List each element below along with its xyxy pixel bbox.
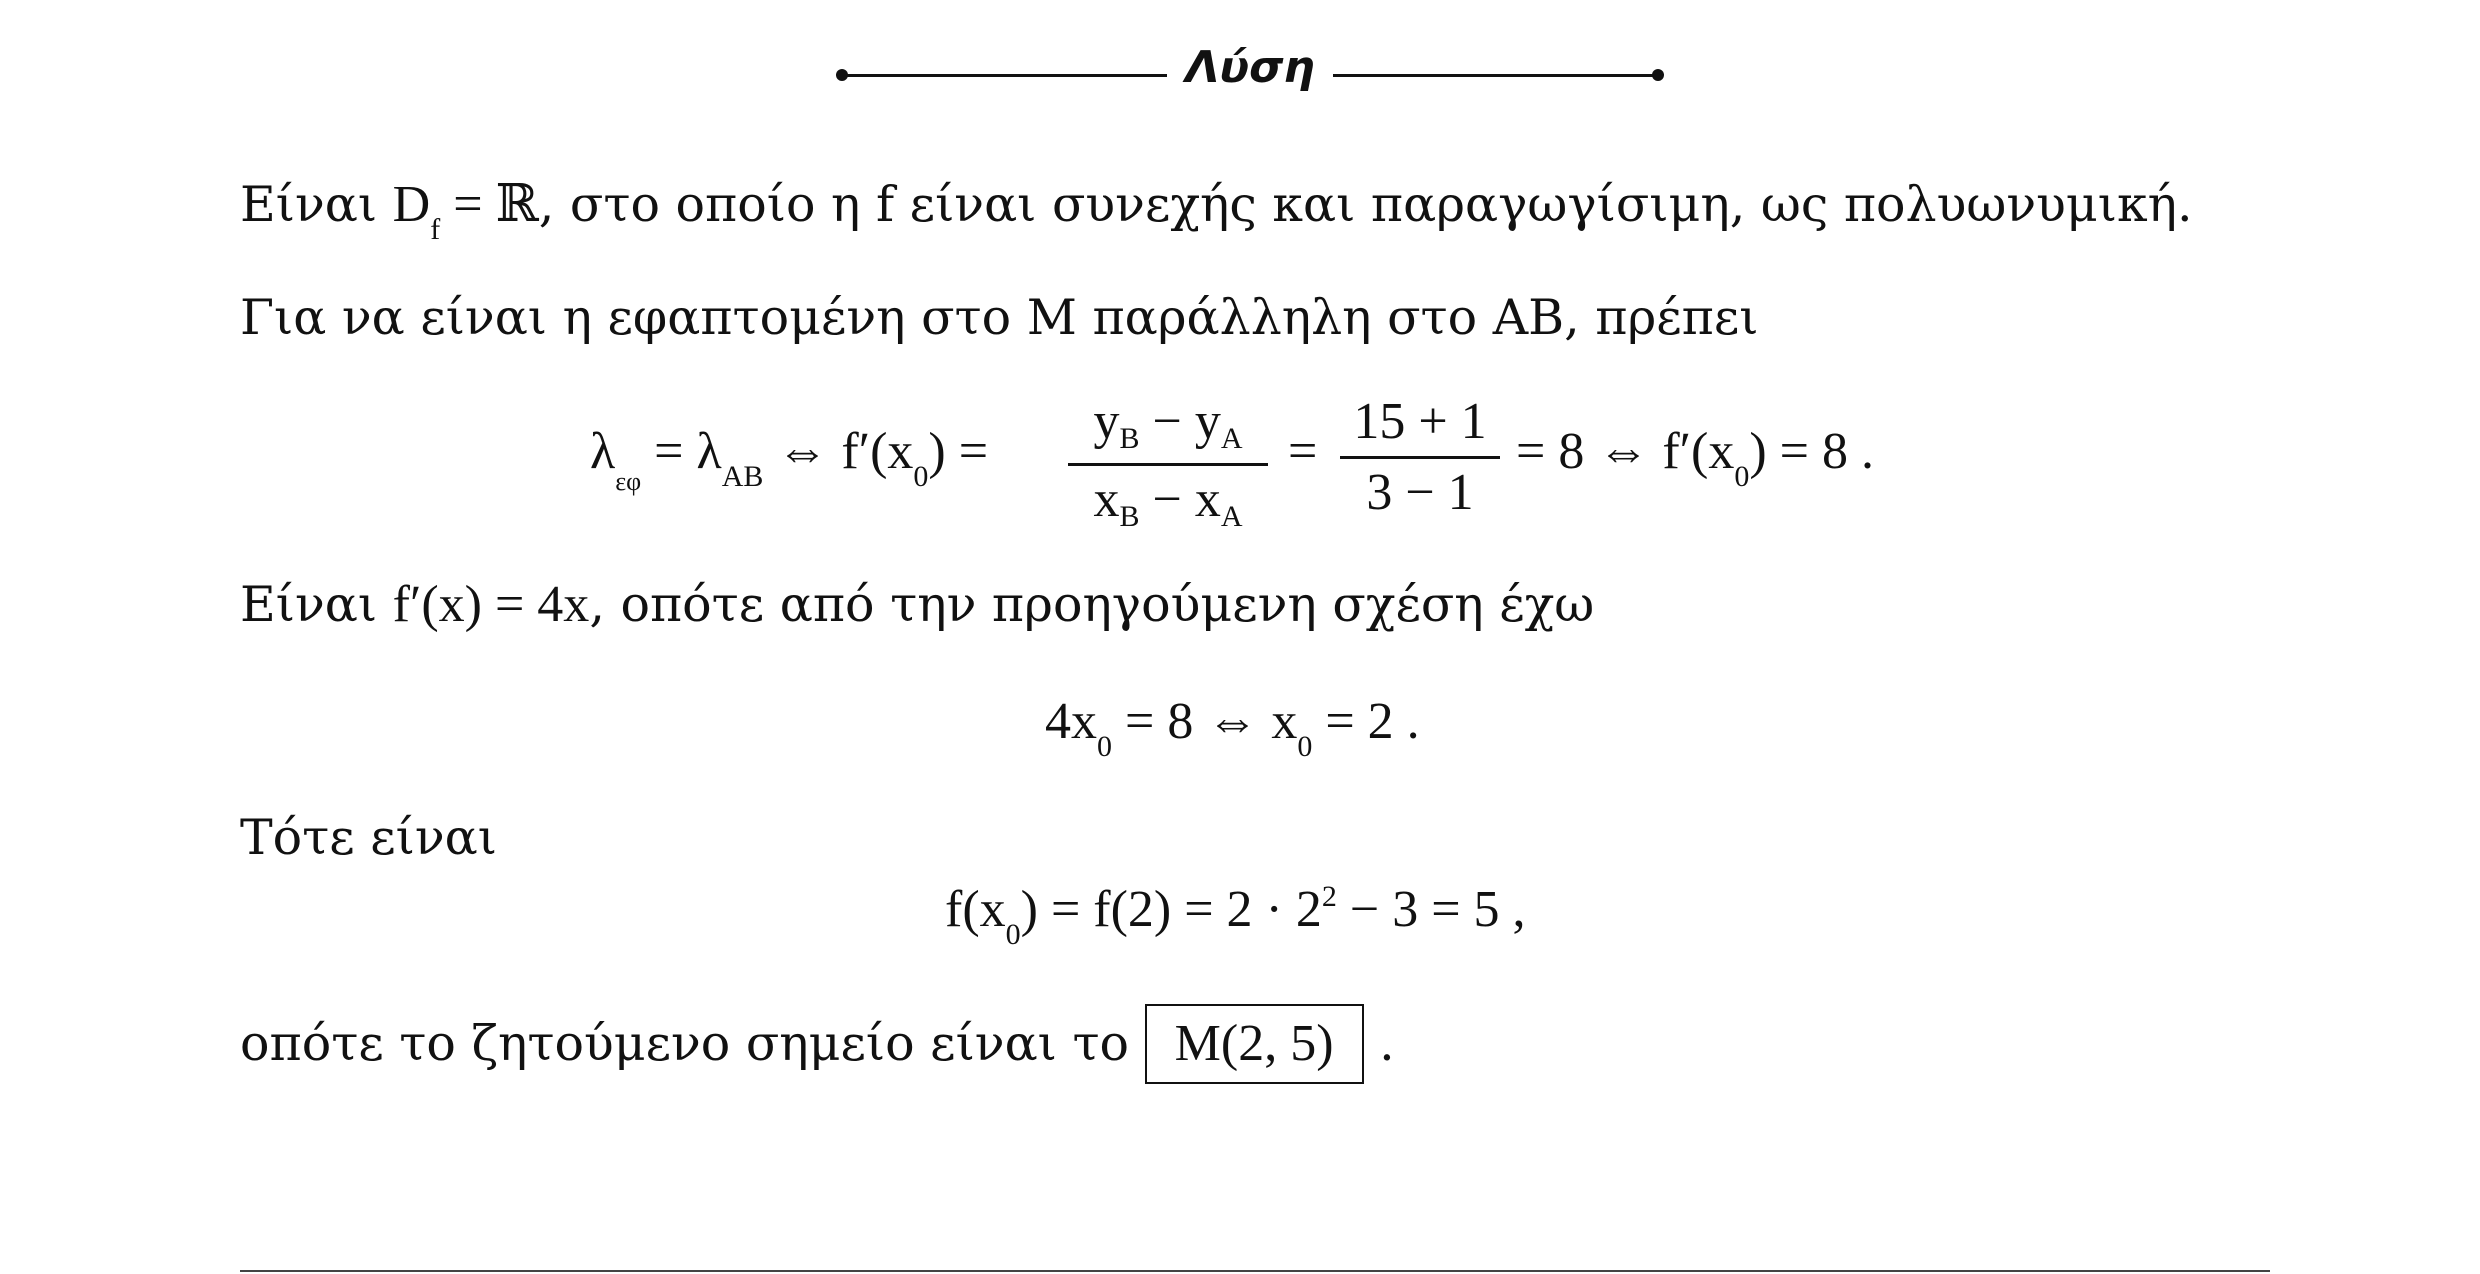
bottom-rule [240,1270,2270,1272]
header-left-line [842,74,1167,77]
fraction-slope-values: 15 + 1 3 − 1 [1340,390,1500,525]
paragraph-condition: Για να είναι η εφαπτομένη στο M παράλληλη στο AB, πρέπει [240,289,1759,346]
math-domain: $D_f$ = ℝ [392,176,539,246]
fraction-bar [1068,463,1268,466]
text: Είναι [240,176,378,233]
fraction-bar [1340,456,1500,459]
math-derivative: f′(x) = 4x [392,576,590,633]
equals-sign: = [1288,423,1318,480]
section-title: Λύση [1185,42,1315,93]
paragraph-conclusion: οπότε το ζητούμενο σημείο είναι το M(2, 5) . [240,1004,1395,1084]
paragraph-then: Τότε είναι [240,809,497,866]
header-right-dot [1652,69,1664,81]
header-right-line [1333,74,1658,77]
answer-box: M(2, 5) [1145,1004,1364,1084]
equation-slope-right: = 8 ⇔ $f'(x_0) = 8$ . [1516,423,1874,493]
text: , στο οποίο η f είναι συνεχής και παραγωγίσιμη, ως πολυωνυμική. [538,176,2193,233]
equation-slope-left: $\lambda_{\varepsilon\varphi} = \lambda_{AB}$ ⇔ $f'(x_0)$ = [590,423,989,496]
paragraph-derivative: Είναι f′(x) = 4x, οπότε από την προηγούμενη σχέση έχω [240,576,1595,633]
equation-x0: $4x_0 = 8$ ⇔ $x_0 = 2$ . [1045,693,1420,763]
fraction-slope-formula: yB − yA xB − xA [1068,390,1268,539]
equation-fx0: $f(x_0) = f(2) = 2 \cdot 2^2 - 3 = 5$ , [945,880,1526,951]
paragraph-domain [240,175,2193,246]
